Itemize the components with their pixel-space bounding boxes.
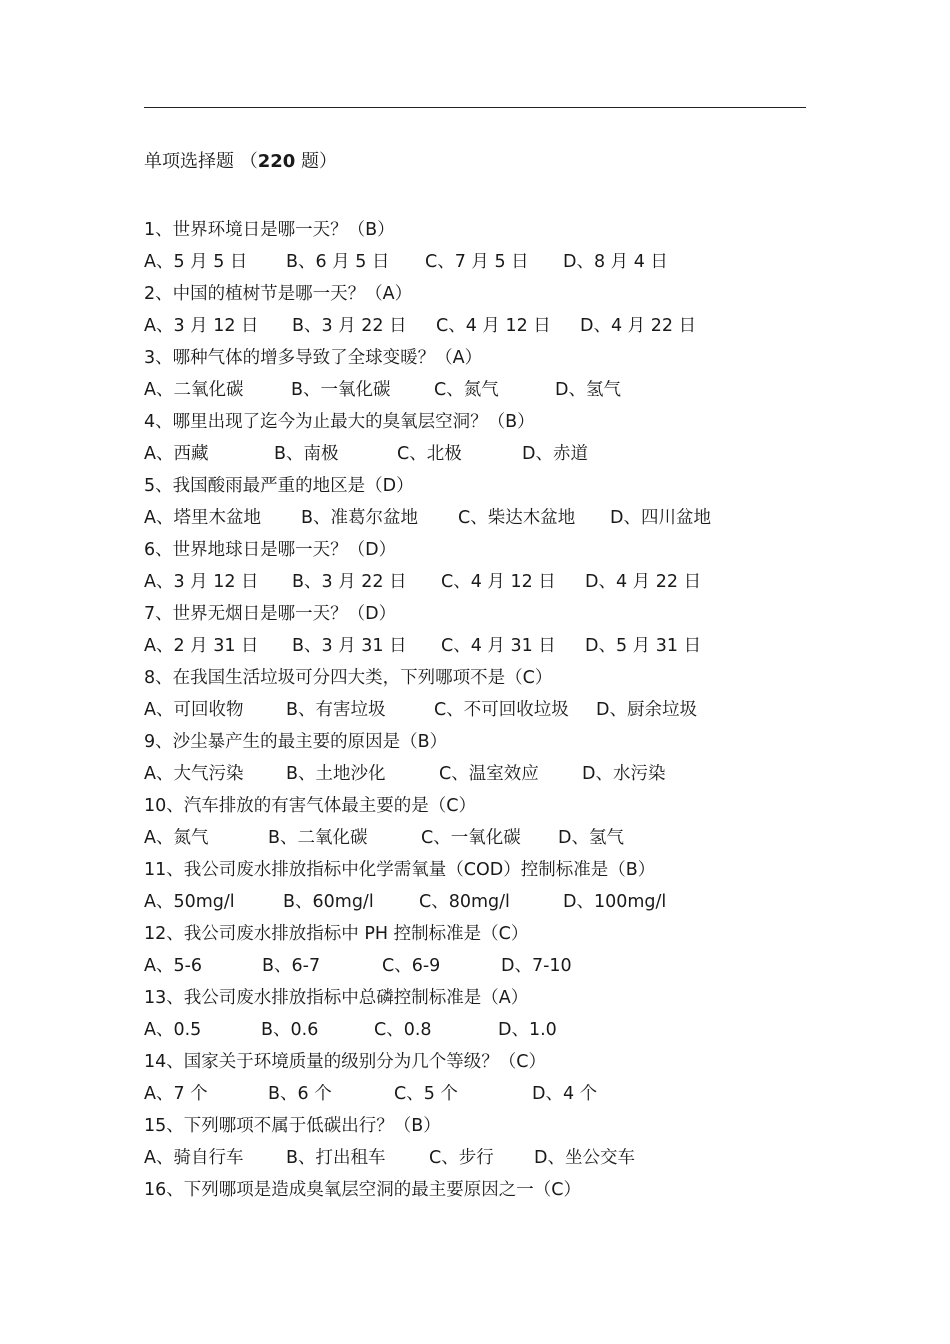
option-d: D、7-10 — [501, 956, 572, 976]
option-row — [144, 1078, 844, 1110]
option-b: B、二氧化碳 — [268, 828, 368, 848]
option-d: D、5 月 31 日 — [585, 636, 702, 656]
question-text: 6、世界地球日是哪一天？（D） — [144, 540, 397, 560]
option-row — [144, 438, 844, 470]
question-text: 13、我公司废水排放指标中总磷控制标准是（A） — [144, 988, 529, 1008]
option-d: D、厨余垃圾 — [596, 700, 697, 720]
option-b: B、土地沙化 — [286, 764, 386, 784]
option-row — [144, 310, 844, 342]
option-c: C、6-9 — [382, 956, 441, 976]
option-c: C、7 月 5 日 — [425, 252, 529, 272]
option-c: C、步行 — [429, 1148, 494, 1168]
option-d: D、氢气 — [555, 380, 621, 400]
question-text: 8、在我国生活垃圾可分四大类，下列哪项不是（C） — [144, 668, 553, 688]
option-b: B、3 月 22 日 — [292, 316, 407, 336]
option-d: D、4 个 — [532, 1084, 598, 1104]
option-d: D、水污染 — [582, 764, 666, 784]
option-d: D、8 月 4 日 — [563, 252, 668, 272]
section-title-prefix: 单项选择题 （ — [144, 151, 258, 172]
option-b: B、打出租车 — [286, 1148, 386, 1168]
option-c: C、柴达木盆地 — [458, 508, 576, 528]
option-b: B、6-7 — [262, 956, 321, 976]
option-a: A、7 个 — [144, 1084, 208, 1104]
option-d: D、赤道 — [522, 444, 588, 464]
option-row — [144, 694, 844, 726]
option-b: B、3 月 22 日 — [292, 572, 407, 592]
option-a: A、3 月 12 日 — [144, 316, 259, 336]
option-d: D、4 月 22 日 — [580, 316, 697, 336]
section-title-suffix: 题） — [295, 151, 338, 172]
question-text: 16、下列哪项是造成臭氧层空洞的最主要原因之一（C） — [144, 1180, 581, 1200]
option-d: D、100mg/l — [563, 892, 667, 912]
option-row — [144, 1142, 844, 1174]
option-b: B、3 月 31 日 — [292, 636, 407, 656]
question-text: 11、我公司废水排放指标中化学需氧量（COD）控制标准是（B） — [144, 860, 656, 880]
option-c: C、4 月 12 日 — [436, 316, 551, 336]
question-text: 5、我国酸雨最严重的地区是（D） — [144, 476, 414, 496]
question-text: 4、哪里出现了迄今为止最大的臭氧层空洞？（B） — [144, 412, 535, 432]
option-a: A、氮气 — [144, 828, 209, 848]
question-list — [144, 214, 844, 1206]
option-a: A、3 月 12 日 — [144, 572, 259, 592]
option-a: A、可回收物 — [144, 700, 244, 720]
option-d: D、坐公交车 — [534, 1148, 635, 1168]
option-row — [144, 566, 844, 598]
option-a: A、50mg/l — [144, 892, 235, 912]
option-a: A、骑自行车 — [144, 1148, 244, 1168]
question-count: 220 — [257, 151, 296, 172]
option-row — [144, 822, 844, 854]
option-c: C、5 个 — [394, 1084, 458, 1104]
option-b: B、6 月 5 日 — [286, 252, 390, 272]
option-c: C、4 月 31 日 — [441, 636, 556, 656]
question-text: 15、下列哪项不属于低碳出行？（B） — [144, 1116, 441, 1136]
option-b: B、准葛尔盆地 — [301, 508, 419, 528]
header-rule — [144, 107, 806, 108]
option-c: C、4 月 12 日 — [441, 572, 556, 592]
question-text: 1、世界环境日是哪一天？（B） — [144, 220, 395, 240]
option-a: A、5 月 5 日 — [144, 252, 248, 272]
option-c: C、温室效应 — [439, 764, 539, 784]
option-a: A、2 月 31 日 — [144, 636, 259, 656]
option-d: D、1.0 — [498, 1020, 557, 1040]
question-text: 14、国家关于环境质量的级别分为几个等级？（C） — [144, 1052, 546, 1072]
question-text: 3、哪种气体的增多导致了全球变暖？（A） — [144, 348, 483, 368]
option-row — [144, 1014, 844, 1046]
option-c: C、氮气 — [434, 380, 499, 400]
option-row — [144, 374, 844, 406]
option-b: B、60mg/l — [283, 892, 374, 912]
option-a: A、西藏 — [144, 444, 209, 464]
option-b: B、6 个 — [268, 1084, 332, 1104]
option-d: D、四川盆地 — [610, 508, 711, 528]
option-c: C、一氧化碳 — [421, 828, 521, 848]
question-text: 12、我公司废水排放指标中 PH 控制标准是（C） — [144, 924, 529, 944]
option-d: D、氢气 — [558, 828, 624, 848]
option-b: B、南极 — [274, 444, 339, 464]
option-row — [144, 630, 844, 662]
option-row — [144, 950, 844, 982]
question-text: 9、沙尘暴产生的最主要的原因是（B） — [144, 732, 448, 752]
section-title — [144, 148, 337, 176]
option-c: C、0.8 — [374, 1020, 432, 1040]
option-a: A、二氧化碳 — [144, 380, 244, 400]
option-c: C、80mg/l — [419, 892, 510, 912]
option-row — [144, 246, 844, 278]
question-text: 10、汽车排放的有害气体最主要的是（C） — [144, 796, 476, 816]
option-row — [144, 502, 844, 534]
option-a: A、大气污染 — [144, 764, 244, 784]
option-b: B、0.6 — [261, 1020, 319, 1040]
option-c: C、不可回收垃圾 — [434, 700, 569, 720]
option-d: D、4 月 22 日 — [585, 572, 702, 592]
option-a: A、0.5 — [144, 1020, 202, 1040]
option-row — [144, 758, 844, 790]
option-b: B、有害垃圾 — [286, 700, 386, 720]
option-a: A、5-6 — [144, 956, 203, 976]
question-text: 7、世界无烟日是哪一天？（D） — [144, 604, 397, 624]
option-row — [144, 886, 844, 918]
option-a: A、塔里木盆地 — [144, 508, 261, 528]
question-text: 2、中国的植树节是哪一天？（A） — [144, 284, 413, 304]
option-b: B、一氧化碳 — [291, 380, 391, 400]
option-c: C、北极 — [397, 444, 462, 464]
